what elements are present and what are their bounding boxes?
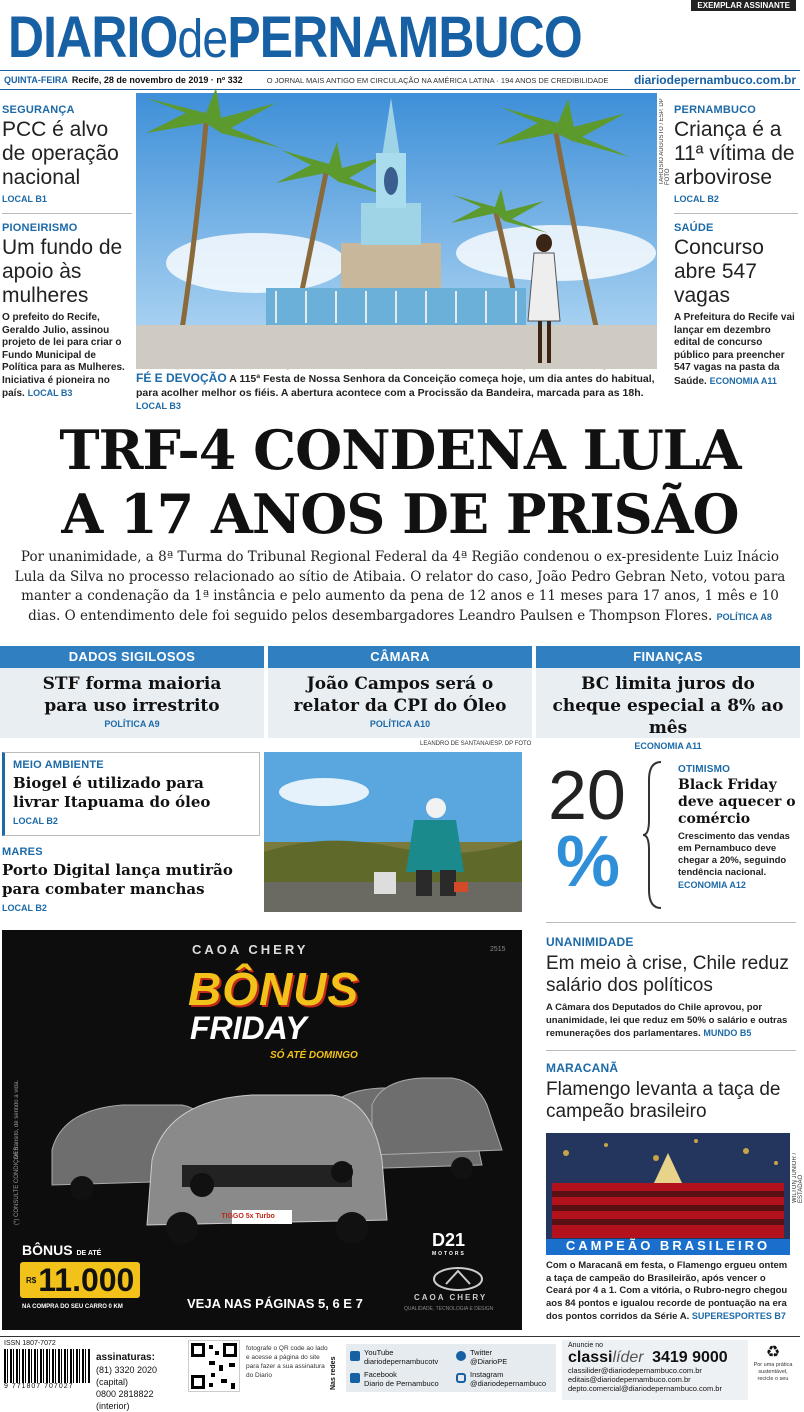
stat-percent: % <box>556 822 621 902</box>
instagram-handle: @diariodepernambuco <box>470 1379 546 1388</box>
bar-title: STF forma maioria para uso irrestrito <box>42 674 222 716</box>
bar-heading: FINANÇAS <box>536 646 800 668</box>
photo-credit: WILTON JUNIOR / ESTADÃO <box>792 1152 804 1203</box>
flamengo-photo[interactable] <box>546 1133 790 1255</box>
bar-heading: DADOS SIGILOSOS <box>0 646 264 668</box>
bar-title: BC limita juros do cheque especial a 8% ao mês <box>552 674 784 738</box>
twitter-link[interactable] <box>456 1348 507 1366</box>
flamengo-summary <box>546 1260 794 1324</box>
bonus-label: BÔNUS <box>22 1242 73 1258</box>
lead-headline[interactable] <box>0 418 800 546</box>
bar-title: João Campos será o relator da CPI do Óleo <box>293 674 507 716</box>
ad-bonus-foot: NA COMPRA DO SEU CARRO 0 KM <box>22 1304 123 1310</box>
church-square-photo <box>136 93 657 369</box>
classi-email-2[interactable]: editais@diariodepernambuco.com.br <box>568 1375 691 1384</box>
page-ref: LOCAL B1 <box>2 194 47 204</box>
summary: Crescimento das vendas em Pernambuco deve chegar a 20%, seguindo tendência nacional. <box>678 831 790 878</box>
worker-photo <box>264 752 522 912</box>
page-ref: MUNDO B5 <box>703 1028 752 1038</box>
tagline: O JORNAL MAIS ANTIGO EM CIRCULAÇÃO NA AMÉRICA LATINA · 194 ANOS DE CREDIBILIDADE <box>266 75 609 85</box>
headline: Flamengo levanta a taça de campeão brasileiro <box>546 1079 781 1122</box>
story-financas[interactable] <box>536 646 800 751</box>
story-pernambuco[interactable] <box>674 104 798 204</box>
ad-brand-slogan: QUALIDADE, TECNOLOGIA E DESIGN <box>404 1306 494 1312</box>
story-saude[interactable] <box>674 222 798 388</box>
story-camara[interactable] <box>268 646 532 738</box>
photo-credit: LEANDRO DE SANTANA/ESP. DP FOTO <box>420 741 532 747</box>
edition-date: Recife, 28 de novembro de 2019 · nº 332 <box>71 75 243 85</box>
youtube-link[interactable] <box>350 1348 438 1366</box>
ad-friday: FRIDAY <box>190 1010 307 1046</box>
social-box <box>346 1344 556 1392</box>
bonus-de-ate: DE ATÉ <box>76 1250 102 1257</box>
facebook-handle: Diario de Pernambuco <box>364 1379 439 1388</box>
page-ref: ECONOMIA A12 <box>678 880 746 890</box>
dateline <box>0 70 800 90</box>
brace-icon <box>643 760 663 910</box>
headline: Black Friday deve aquecer o comércio <box>678 777 796 827</box>
page-ref: LOCAL B2 <box>2 903 47 913</box>
d21-text: D21 <box>432 1230 466 1250</box>
headline: Porto Digital lança mutirão para combater manchas <box>2 861 233 898</box>
ad-side-note: No trânsito, dê sentido à vida. <box>14 1080 20 1160</box>
instagram-icon <box>456 1373 466 1383</box>
kicker: MEIO AMBIENTE <box>13 759 104 771</box>
subscriptions <box>96 1352 186 1412</box>
facebook-icon <box>350 1373 360 1383</box>
ad-bonus-label <box>22 1242 101 1258</box>
divider <box>2 213 132 214</box>
d21-sub: MOTORS <box>432 1251 466 1257</box>
bonus-value: 11.000 <box>38 1261 135 1298</box>
issn: ISSN 1807-7072 <box>4 1340 56 1347</box>
page-ref: ECONOMIA A11 <box>709 375 777 386</box>
subs-phone-capital[interactable]: (81) 3320 2020 (capital) <box>96 1365 158 1387</box>
recycle-box <box>750 1344 796 1383</box>
trophy-banner: CAMPEÃO BRASILEIRO <box>565 1238 771 1253</box>
summary: A Câmara dos Deputados do Chile aprovou, por unanimidade, lei que reduz em 50% o salário e outras remunerações dos parlamentares. <box>546 1002 788 1039</box>
page-ref: LOCAL B3 <box>27 388 73 398</box>
classi-phone[interactable]: 3419 9000 <box>652 1349 728 1366</box>
instagram-link[interactable] <box>456 1370 546 1388</box>
chery-logo-icon <box>432 1266 484 1292</box>
subs-title: assinaturas: <box>96 1352 155 1363</box>
barcode-icon <box>4 1349 90 1383</box>
story-dados-sigilosos[interactable] <box>0 646 264 738</box>
lead-body <box>14 548 786 627</box>
instagram-label: Instagram <box>470 1370 504 1379</box>
facebook-label: Facebook <box>364 1370 397 1379</box>
ad-only-until: SÓ ATÉ DOMINGO <box>270 1050 358 1061</box>
summary: Com o Maracanã em festa, o Flamengo ergueu ontem a taça de campeão do Brasileirão, após vencer o Ceará por 4 a 1. Com a vitória, o Rubro-negro chegou aos 84 pontos e igualou recorde de pontuação na era dos pontos corridos da Série A. <box>546 1260 788 1322</box>
story-meio-ambiente[interactable] <box>2 752 260 836</box>
qr-code-pattern <box>189 1341 239 1391</box>
caption-text: A 115ª Festa de Nossa Senhora da Conceição começa hoje, um dia antes do habitual, para acolher melhor os fiéis. A abertura acontece com a Procissão da Bandeira, marcada para as 18h. <box>136 373 655 399</box>
twitter-handle: @DiarioPE <box>470 1357 508 1366</box>
ad-code: 2515 <box>490 946 506 953</box>
barcode-box <box>4 1340 90 1400</box>
right-column <box>674 104 798 388</box>
website-link[interactable]: diariodepernambuco.com.br <box>633 73 796 87</box>
subs-phone-interior[interactable]: 0800 2818822 (interior) <box>96 1389 154 1411</box>
divider <box>674 213 798 214</box>
d21-logo <box>432 1230 466 1257</box>
twitter-icon <box>456 1351 466 1361</box>
story-flamengo[interactable] <box>546 1050 796 1123</box>
youtube-handle: diariodepernambucotv <box>364 1357 439 1366</box>
headline: Biogel é utilizado para livrar Itapuama do óleo <box>13 774 211 811</box>
page-ref: POLÍTICA A10 <box>369 719 431 729</box>
ad-bonus-value-box <box>20 1262 140 1298</box>
ad-brand-top: CAOA CHERY <box>192 942 309 957</box>
kicker: MARACANÃ <box>546 1061 619 1075</box>
headline: Criança é a 11ª vítima de arbovirose <box>674 118 795 189</box>
headline: PCC é alvo de operação nacional <box>2 118 119 189</box>
headline: Concurso abre 547 vagas <box>674 236 764 307</box>
kicker: OTIMISMO <box>678 764 731 775</box>
page-ref: POLÍTICA A8 <box>716 611 772 622</box>
summary: A Prefeitura do Recife vai lançar em dezembro edital de concurso público para preencher 547 vagas na pasta da Saúde. <box>674 312 795 387</box>
ad-brand-bottom: CAOA CHERY <box>414 1293 488 1302</box>
kicker: SEGURANÇA <box>2 104 75 116</box>
classifieds-box[interactable] <box>562 1340 748 1400</box>
headline-line-2: A 17 ANOS DE PRISÃO <box>61 482 739 546</box>
kicker: PERNAMBUCO <box>674 104 757 116</box>
summary: O prefeito do Recife, Geraldo Julio, assinou projeto de lei para criar o Fundo Municipal de Política para as Mulheres. Iniciativa é pioneira no país. <box>2 312 125 399</box>
caption-kicker: FÉ E DEVOÇÃO <box>136 371 227 385</box>
nas-redes-label: Nas redes <box>330 1356 337 1390</box>
masthead <box>0 0 800 92</box>
kicker: MARES <box>2 846 43 858</box>
subscriber-copy-badge: EXEMPLAR ASSINANTE <box>691 0 796 11</box>
page-ref: SUPERESPORTES B7 <box>691 1311 786 1321</box>
facebook-link[interactable] <box>350 1370 439 1388</box>
page-ref: POLÍTICA A9 <box>104 719 160 729</box>
footer-rule <box>0 1336 800 1337</box>
headline-line-1: TRF-4 CONDENA LULA <box>59 418 741 482</box>
newspaper-logo[interactable]: DIARIOdePERNAMBUCO <box>8 5 582 70</box>
page-ref: LOCAL B2 <box>674 194 719 204</box>
stat-number: 20 <box>548 756 626 834</box>
recycle-icon: ♻ <box>765 1344 781 1361</box>
headline: Um fundo de apoio às mulheres <box>2 236 123 307</box>
ad-conditions: (*) CONSULTE CONDIÇÕES. <box>14 1145 20 1225</box>
main-photo[interactable] <box>136 93 657 369</box>
youtube-icon <box>350 1351 360 1361</box>
qr-code-icon[interactable] <box>188 1340 240 1392</box>
story-mares[interactable] <box>2 846 260 913</box>
weekday: QUINTA-FEIRA <box>4 75 68 85</box>
car-advertisement[interactable] <box>2 930 522 1330</box>
currency: R$ <box>26 1275 37 1285</box>
left-column <box>2 104 132 401</box>
page-ref: ECONOMIA A11 <box>634 741 702 751</box>
recycle-text: Por uma prática sustentável, recicle o seu <box>753 1362 793 1382</box>
photo-caption <box>136 372 657 414</box>
kicker: SAÚDE <box>674 222 714 234</box>
story-chile[interactable] <box>546 922 796 1041</box>
barcode-number: 9 771807 707027 <box>4 1383 74 1390</box>
ad-plate: TIGGO 5x Turbo <box>221 1213 275 1220</box>
black-friday-box[interactable] <box>548 756 798 910</box>
lider-brand: líder <box>612 1349 644 1366</box>
classi-brand: classi <box>568 1349 613 1366</box>
classi-email-3[interactable]: depto.comercial@diariodepernambuco.com.br <box>568 1384 722 1393</box>
celebration-photo <box>546 1133 790 1255</box>
classi-email-1[interactable]: classilider@diariodepernambuco.com.br <box>568 1366 702 1375</box>
twitter-label: Twitter <box>470 1348 493 1357</box>
beach-cleanup-photo[interactable] <box>264 752 522 912</box>
bar-heading: CÂMARA <box>268 646 532 668</box>
ad-bonus: BÔNUS <box>188 963 360 1015</box>
lead-text: Por unanimidade, a 8ª Turma do Tribunal Regional Federal da 4ª Região condenou o ex-presidente Luiz Inácio Lula da Silva no processo relacionado ao sítio de Atibaia. O relator do caso, João Pedro Gebran Neto, votou para manter a condenação da 1ª instância e pelo aumento da pena de 12 anos e 11 meses para 17 anos, 1 mês e 10 dias. O entendimento dele foi seguido pelos desembargadores Leandro Paulsen e Thompson Flores. <box>14 549 786 624</box>
photo-credit: TARCISIO AUGUSTO / ESP. DP FOTO <box>659 98 671 185</box>
page-ref: LOCAL B3 <box>136 401 181 411</box>
youtube-label: YouTube <box>364 1348 394 1357</box>
anuncie-label: Anuncie no <box>568 1342 604 1349</box>
qr-text: fotografe o QR code ao lado e acesse a página do site para fazer a sua assinatura do Diario <box>246 1345 328 1379</box>
story-seguranca[interactable] <box>2 104 132 204</box>
ad-see-pages: VEJA NAS PÁGINAS 5, 6 E 7 <box>187 1296 363 1311</box>
headline: Em meio à crise, Chile reduz salário dos políticos <box>546 953 789 996</box>
kicker: PIONEIRISMO <box>2 222 78 234</box>
page-ref: LOCAL B2 <box>13 816 58 826</box>
kicker: UNANIMIDADE <box>546 935 634 949</box>
story-pioneirismo[interactable] <box>2 222 132 401</box>
